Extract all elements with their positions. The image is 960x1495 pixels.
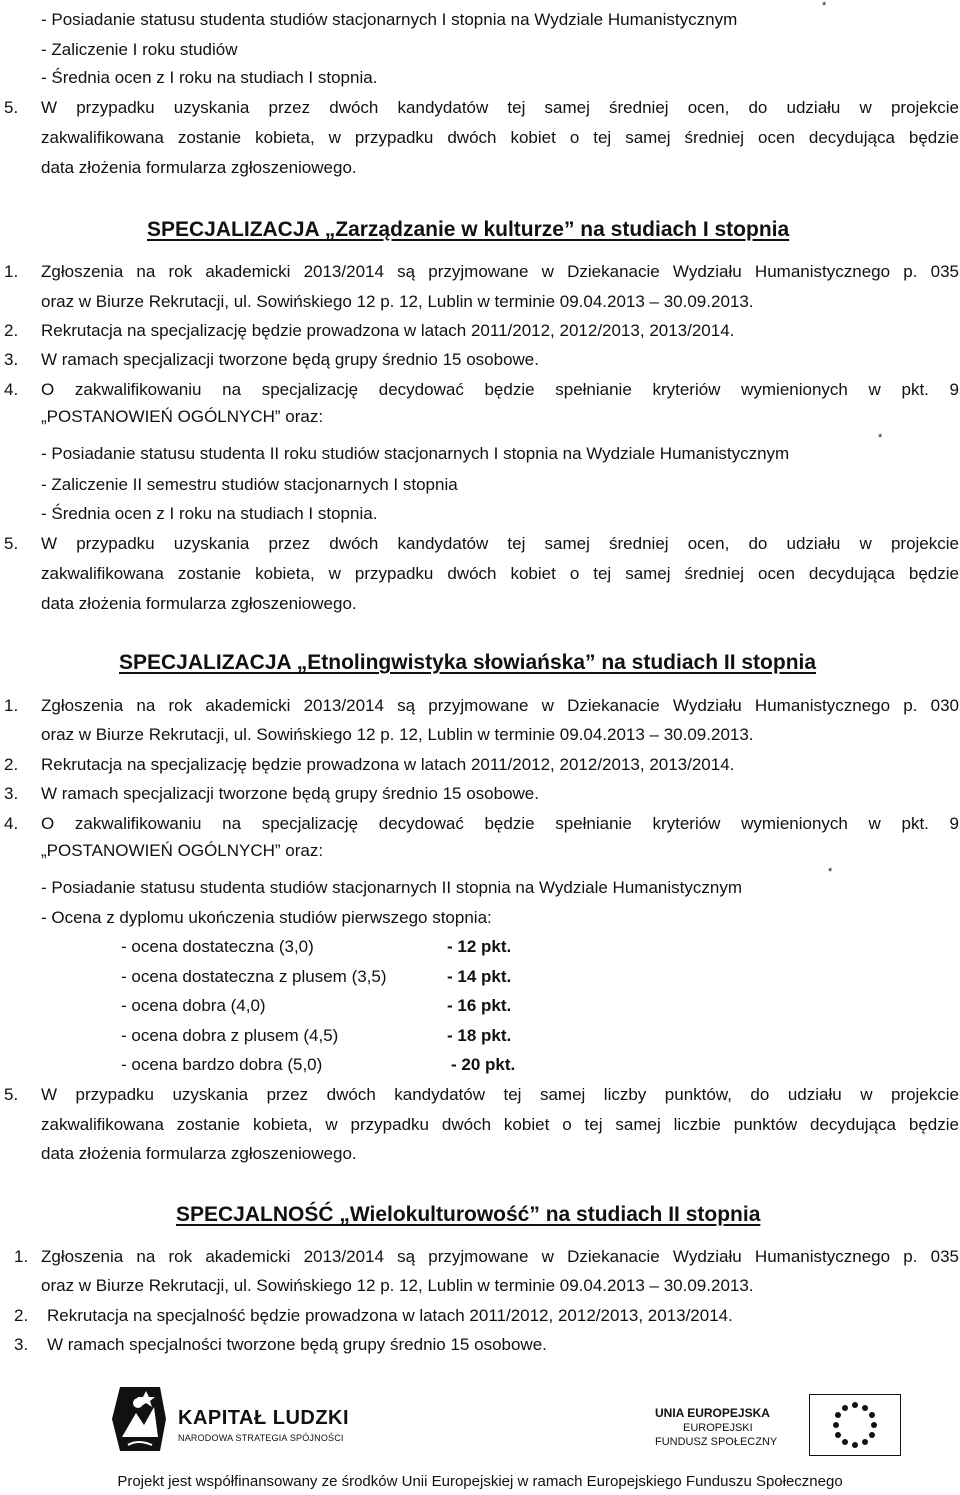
eu-flag-icon <box>809 1394 901 1456</box>
application-line: Zgłoszenia na rok akademicki 2013/2014 są przyjmowane w Dziekanacie Wydziału Humanistycznego p. 030 <box>41 696 959 715</box>
kapital-ludzki-title: KAPITAŁ LUDZKI <box>178 1407 350 1429</box>
item-number: 3. <box>14 1335 29 1354</box>
item-number: 3. <box>4 350 19 369</box>
eu-fund-line: FUNDUSZ SPOŁECZNY <box>655 1436 778 1448</box>
item-number: 4. <box>4 380 19 399</box>
item-number: 1. <box>4 696 19 715</box>
tie-rule-line: data złożenia formularza zgłoszeniowego. <box>41 1144 357 1163</box>
tie-rule-line: data złożenia formularza zgłoszeniowego. <box>41 594 357 613</box>
tie-rule-line: data złożenia formularza zgłoszeniowego. <box>41 158 357 177</box>
recruitment-years: Rekrutacja na specjalizację będzie prowadzona w latach 2011/2012, 2012/2013, 2013/2014. <box>41 755 735 774</box>
grade-points: - 14 pkt. <box>447 967 512 986</box>
footnote-asterisk: * <box>822 0 827 12</box>
footnote-asterisk: * <box>828 866 833 878</box>
tie-rule-line: W przypadku uzyskania przez dwóch kandydatów tej samej średniej ocen, do udziału w projekcie <box>41 98 959 117</box>
group-size: W ramach specjalności tworzone będą grupy średnio 15 osobowe. <box>47 1335 547 1354</box>
section-heading: SPECJALIZACJA „Zarządzanie w kulturze” na studiach I stopnia <box>147 218 790 241</box>
application-line: Zgłoszenia na rok akademicki 2013/2014 są przyjmowane w Dziekanacie Wydziału Humanistycznego p. 035 <box>41 262 959 281</box>
grade-points: - 12 pkt. <box>447 937 512 956</box>
item-number: 5. <box>4 98 19 117</box>
application-line: oraz w Biurze Rekrutacji, ul. Sowińskiego 12 p. 12, Lublin w terminie 09.04.2013 – 30.09.2013. <box>41 1276 754 1295</box>
grade-label: - ocena dobra z plusem (4,5) <box>121 1026 339 1045</box>
item-number: 2. <box>14 1306 29 1325</box>
item-number: 4. <box>4 814 19 833</box>
application-line: Zgłoszenia na rok akademicki 2013/2014 są przyjmowane w Dziekanacie Wydziału Humanistycznego p. 035 <box>41 1247 959 1266</box>
tie-rule-line: zakwalifikowana zostanie kobieta, w przypadku dwóch kobiet o tej samej liczbie punktów decydująca będzie <box>41 1115 959 1134</box>
requirement-status: - Posiadanie statusu studenta II roku studiów stacjonarnych I stopnia na Wydziale Humanistycznym <box>41 444 790 463</box>
requirement-semester: - Zaliczenie II semestru studiów stacjonarnych I stopnia <box>41 475 458 494</box>
qualification-line: „POSTANOWIEŃ OGÓLNYCH” oraz: <box>41 407 324 426</box>
grade-points: - 20 pkt. <box>451 1055 516 1074</box>
group-size: W ramach specjalizacji tworzone będą grupy średnio 15 osobowe. <box>41 350 539 369</box>
requirement-diploma: - Ocena z dyplomu ukończenia studiów pierwszego stopnia: <box>41 908 492 927</box>
grade-label: - ocena bardzo dobra (5,0) <box>121 1055 323 1074</box>
requirement-first-year: - Zaliczenie I roku studiów <box>41 40 238 59</box>
requirement-status: - Posiadanie statusu studenta studiów stacjonarnych I stopnia na Wydziale Humanistycznym <box>41 10 738 29</box>
eu-title: UNIA EUROPEJSKA <box>655 1406 770 1420</box>
item-number: 1. <box>14 1247 29 1266</box>
application-line: oraz w Biurze Rekrutacji, ul. Sowińskiego 12 p. 12, Lublin w terminie 09.04.2013 – 30.09.2013. <box>41 292 754 311</box>
requirement-average: - Średnia ocen z I roku na studiach I stopnia. <box>41 68 378 87</box>
qualification-line: O zakwalifikowaniu na specjalizację decydować będzie spełnianie kryteriów wymienionych w pkt. 9 <box>41 814 959 833</box>
section-heading: SPECJALIZACJA „Etnolingwistyka słowiańska” na studiach II stopnia <box>119 651 817 674</box>
section-heading: SPECJALNOŚĆ „Wielokulturowość” na studiach II stopnia <box>176 1203 761 1226</box>
requirement-average: - Średnia ocen z I roku na studiach I stopnia. <box>41 504 378 523</box>
tie-rule-line: W przypadku uzyskania przez dwóch kandydatów tej samej liczby punktów, do udziału w projekcie <box>41 1085 959 1104</box>
requirement-status: - Posiadanie statusu studenta studiów stacjonarnych II stopnia na Wydziale Humanistycznym <box>41 878 742 897</box>
item-number: 3. <box>4 784 19 803</box>
item-number: 1. <box>4 262 19 281</box>
kapital-ludzki-logo <box>108 1385 368 1457</box>
grade-points: - 16 pkt. <box>447 996 512 1015</box>
grade-points: - 18 pkt. <box>447 1026 512 1045</box>
eu-logo <box>645 1392 905 1456</box>
item-number: 5. <box>4 1085 19 1104</box>
group-size: W ramach specjalizacji tworzone będą grupy średnio 15 osobowe. <box>41 784 539 803</box>
kapital-ludzki-subtitle: NARODOWA STRATEGIA SPÓJNOŚCI <box>178 1433 344 1443</box>
grade-label: - ocena dostateczna (3,0) <box>121 937 314 956</box>
tie-rule-line: zakwalifikowana zostanie kobieta, w przypadku dwóch kobiet o tej samej średniej ocen decydująca będzie <box>41 128 959 147</box>
recruitment-years: Rekrutacja na specjalność będzie prowadzona w latach 2011/2012, 2012/2013, 2013/2014. <box>47 1306 733 1325</box>
recruitment-years: Rekrutacja na specjalizację będzie prowadzona w latach 2011/2012, 2012/2013, 2013/2014. <box>41 321 735 340</box>
tie-rule-line: zakwalifikowana zostanie kobieta, w przypadku dwóch kobiet o tej samej średniej ocen decydująca będzie <box>41 564 959 583</box>
application-line: oraz w Biurze Rekrutacji, ul. Sowińskiego 12 p. 12, Lublin w terminie 09.04.2013 – 30.09.2013. <box>41 725 754 744</box>
eu-fund-line: EUROPEJSKI <box>683 1422 753 1434</box>
qualification-line: „POSTANOWIEŃ OGÓLNYCH” oraz: <box>41 841 324 860</box>
footnote-asterisk: * <box>878 432 883 444</box>
item-number: 5. <box>4 534 19 553</box>
qualification-line: O zakwalifikowaniu na specjalizację decydować będzie spełnianie kryteriów wymienionych w pkt. 9 <box>41 380 959 399</box>
footer-cofinancing-note: Projekt jest współfinansowany ze środków Unii Europejskiej w ramach Europejskiego Funduszu Społecznego <box>117 1473 843 1490</box>
tie-rule-line: W przypadku uzyskania przez dwóch kandydatów tej samej średniej ocen, do udziału w projekcie <box>41 534 959 553</box>
grade-label: - ocena dostateczna z plusem (3,5) <box>121 967 387 986</box>
item-number: 2. <box>4 321 19 340</box>
grade-label: - ocena dobra (4,0) <box>121 996 266 1015</box>
item-number: 2. <box>4 755 19 774</box>
